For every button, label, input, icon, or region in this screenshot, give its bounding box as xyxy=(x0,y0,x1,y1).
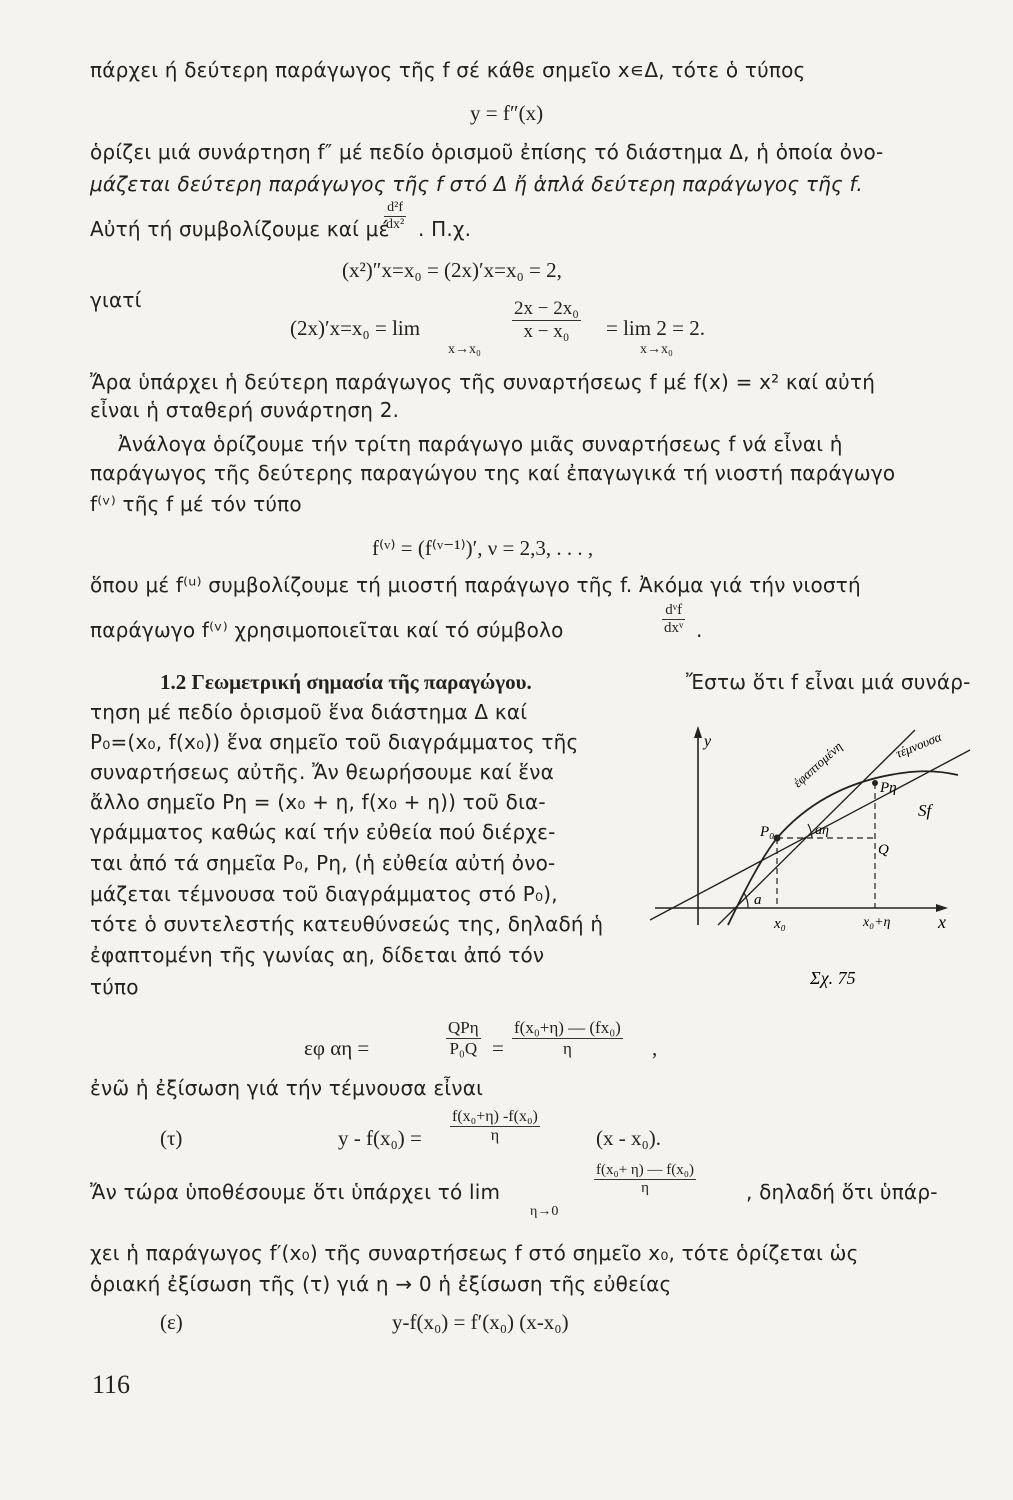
text-line-4b: . Π.χ. xyxy=(418,217,472,241)
section-line-6: γράμματος καθώς καί τήν εὐθεία πού διέρχε- xyxy=(90,820,556,844)
fraction-difference-den: η xyxy=(562,1039,572,1058)
equation-limit-b: = lim 2 = 2. xyxy=(606,316,705,340)
text-line-11a: παράγωγο f⁽ᵛ⁾ χρησιμοποιεῖται καί τό σύμβολο xyxy=(90,618,564,642)
section-line-9: τότε ὁ συντελεστής κατευθύνσεώς της, δηλαδή ἡ xyxy=(90,912,604,936)
label-x0: x₀ xyxy=(774,916,786,932)
y-axis-arrow xyxy=(694,726,702,738)
fraction-d2f-den: dx² xyxy=(386,217,405,232)
section-line-1: Ἔστω ὅτι f εἶναι μιά συνάρ- xyxy=(686,670,971,694)
label-a-eta: aη xyxy=(815,823,829,838)
section-line-10: ἐφαπτομένη τῆς γωνίας αη, δίδεται ἀπό τόν xyxy=(90,943,545,967)
text-giati: γιατί xyxy=(90,288,142,312)
label-p-eta: Pη xyxy=(880,780,897,796)
text-line-13-sub: η→0 xyxy=(530,1204,559,1219)
label-a: a xyxy=(754,892,762,908)
fraction-limit-den: x − x₀ xyxy=(523,321,570,342)
fraction-dvf-num: dᵛf xyxy=(662,602,685,620)
text-line-13a: Ἄν τώρα ὑποθέσουμε ὅτι ὑπάρχει τό lim xyxy=(90,1180,501,1204)
equation-limit-sub-1: x→x₀ xyxy=(448,342,481,357)
text-line-9: f⁽ᵛ⁾ τῆς f μέ τόν τύπο xyxy=(90,492,302,516)
section-line-8: μάζεται τέμνουσα τοῦ διαγράμματος στό P₀), xyxy=(90,882,558,906)
equation-slope-a: εφ αη = xyxy=(304,1036,370,1060)
text-line-14: χει ἡ παράγωγος f′(x₀) τῆς συναρτήσεως f στό σημεῖο x₀, τότε ὁρίζεται ὡς xyxy=(90,1241,859,1265)
section-heading: 1.2 Γεωμετρική σημασία τῆς παραγώγου. xyxy=(160,670,532,694)
text-line-8: παράγωγος τῆς δεύτερης παραγώγου της καί ἐπαγωγικά τή νιοστή παράγωγο xyxy=(90,461,896,485)
label-secant: τέμνουσα xyxy=(893,728,944,761)
fraction-limit-derivative-den: η xyxy=(641,1180,649,1196)
text-line-11b: . xyxy=(696,618,703,642)
label-x0-eta: x₀+η xyxy=(863,915,891,930)
equation-limit-sub-2: x→x₀ xyxy=(640,342,673,357)
x-axis-arrow xyxy=(936,904,948,912)
fraction-qp-den: P₀Q xyxy=(449,1039,478,1058)
label-p0: P₀ xyxy=(760,824,775,840)
figure-secant-tangent xyxy=(640,720,980,1020)
label-tangent: ἐφαπτομένη xyxy=(789,738,846,791)
section-line-7: ται ἀπό τά σημεῖα P₀, Pη, (ἡ εὐθεία αὐτή ὀνο- xyxy=(90,851,556,875)
text-line-4a: Αὐτή τή συμβολίζουμε καί μέ xyxy=(90,217,390,241)
section-line-4: συναρτήσεως αὐτῆς. Ἄν θεωρήσουμε καί ἕνα xyxy=(90,760,554,784)
equation-second-derivative: y = f″(x) xyxy=(470,101,544,125)
fraction-limit-derivative xyxy=(594,1162,696,1197)
equation-limit-a: (2x)′x=x₀ = lim xyxy=(290,316,421,340)
text-line-7: Ἀνάλογα ὁρίζουμε τήν τρίτη παράγωγο μιᾶς συναρτήσεως f νά εἶναι ἡ xyxy=(118,432,843,456)
fraction-secant-den: η xyxy=(490,1127,500,1144)
equation-secant-a: y - f(x₀) = xyxy=(338,1126,422,1150)
text-line-1: πάρχει ή δεύτερη παράγωγος τῆς f σέ κάθε σημεῖο x∊Δ, τότε ὁ τύπος xyxy=(90,58,806,82)
equation-secant-b: (x - x₀). xyxy=(596,1126,662,1150)
fraction-dvf-den: dxᵛ xyxy=(664,620,684,636)
fraction-difference-num: f(x₀+η) — (fx₀) xyxy=(514,1018,621,1037)
point-p-eta xyxy=(872,780,878,786)
label-x: x xyxy=(938,912,946,932)
fraction-limit xyxy=(512,298,581,343)
equation-tangent: y-f(x₀) = f′(x₀) (x-x₀) xyxy=(392,1310,569,1334)
label-y: y xyxy=(704,733,712,750)
equation-nth-derivative: f⁽ᵛ⁾ = (f⁽ᵛ⁻¹⁾)′, ν = 2,3, . . . , xyxy=(372,536,594,560)
text-line-2: ὁρίζει μιά συνάρτηση f″ μέ πεδίο ὁρισμοῦ ἐπίσης τό διάστημα Δ, ἡ ὁποία ὀνο- xyxy=(90,140,884,164)
equation-t-label: (τ) xyxy=(160,1126,183,1150)
fraction-limit-num: 2x − 2x₀ xyxy=(514,298,579,319)
text-line-10: ὅπου μέ f⁽ᵘ⁾ συμβολίζουμε τή μιοστή παράγωγο τῆς f. Ἀκόμα γιά τήν νιοστή xyxy=(90,573,861,597)
equation-example: (x²)″x=x₀ = (2x)′x=x₀ = 2, xyxy=(342,258,562,282)
text-line-15: ὁριακή ἐξίσωση τῆς (τ) γιά η → 0 ἡ ἐξίσωση τῆς εὐθείας xyxy=(90,1272,672,1296)
fraction-difference-quotient xyxy=(512,1018,623,1059)
text-line-3: μάζεται δεύτερη παράγωγος τῆς f στό Δ ἤ ἁπλά δεύτερη παράγωγος τῆς f. xyxy=(90,172,863,196)
label-q: Q xyxy=(878,842,889,858)
label-sf: Sf xyxy=(918,801,932,820)
fraction-d2f xyxy=(384,200,406,233)
equation-slope-equals: = xyxy=(492,1036,504,1060)
section-line-11: τύπο xyxy=(90,975,139,999)
figure-caption: Σχ. 75 xyxy=(810,968,856,988)
text-line-12: ἐνῶ ἡ ἐξίσωση γιά τήν τέμνουσα εἶναι xyxy=(90,1076,484,1100)
section-line-5: ἄλλο σημεῖο Pη = (x₀ + η, f(x₀ + η)) τοῦ δια- xyxy=(90,790,546,814)
fraction-dvf xyxy=(662,602,685,637)
fraction-secant-num: f(x₀+η) -f(x₀) xyxy=(452,1108,538,1125)
text-line-13b: , δηλαδή ὅτι ὑπάρ- xyxy=(746,1180,938,1204)
text-line-6: εἶναι ἡ σταθερή συνάρτηση 2. xyxy=(90,398,400,422)
equation-e-label: (ε) xyxy=(160,1310,183,1334)
fraction-qp-num: QPη xyxy=(448,1018,479,1037)
section-line-2: τηση μέ πεδίο ὁρισμοῦ ἕνα διάστημα Δ καί xyxy=(90,700,528,724)
curve-sf xyxy=(728,771,958,925)
fraction-d2f-num: d²f xyxy=(384,200,406,217)
page-number: 116 xyxy=(92,1370,131,1399)
section-line-3: P₀=(x₀, f(x₀)) ἕνα σημεῖο τοῦ διαγράμματος τῆς xyxy=(90,730,579,754)
equation-slope-comma: , xyxy=(652,1036,658,1060)
fraction-limit-derivative-num: f(x₀+ η) — f(x₀) xyxy=(596,1162,694,1178)
point-p0 xyxy=(774,835,781,842)
fraction-secant xyxy=(450,1108,540,1145)
text-line-5: Ἄρα ὑπάρχει ἡ δεύτερη παράγωγος τῆς συναρτήσεως f μέ f(x) = x² καί αὐτή xyxy=(90,370,876,394)
fraction-qp-p0q xyxy=(446,1018,481,1059)
